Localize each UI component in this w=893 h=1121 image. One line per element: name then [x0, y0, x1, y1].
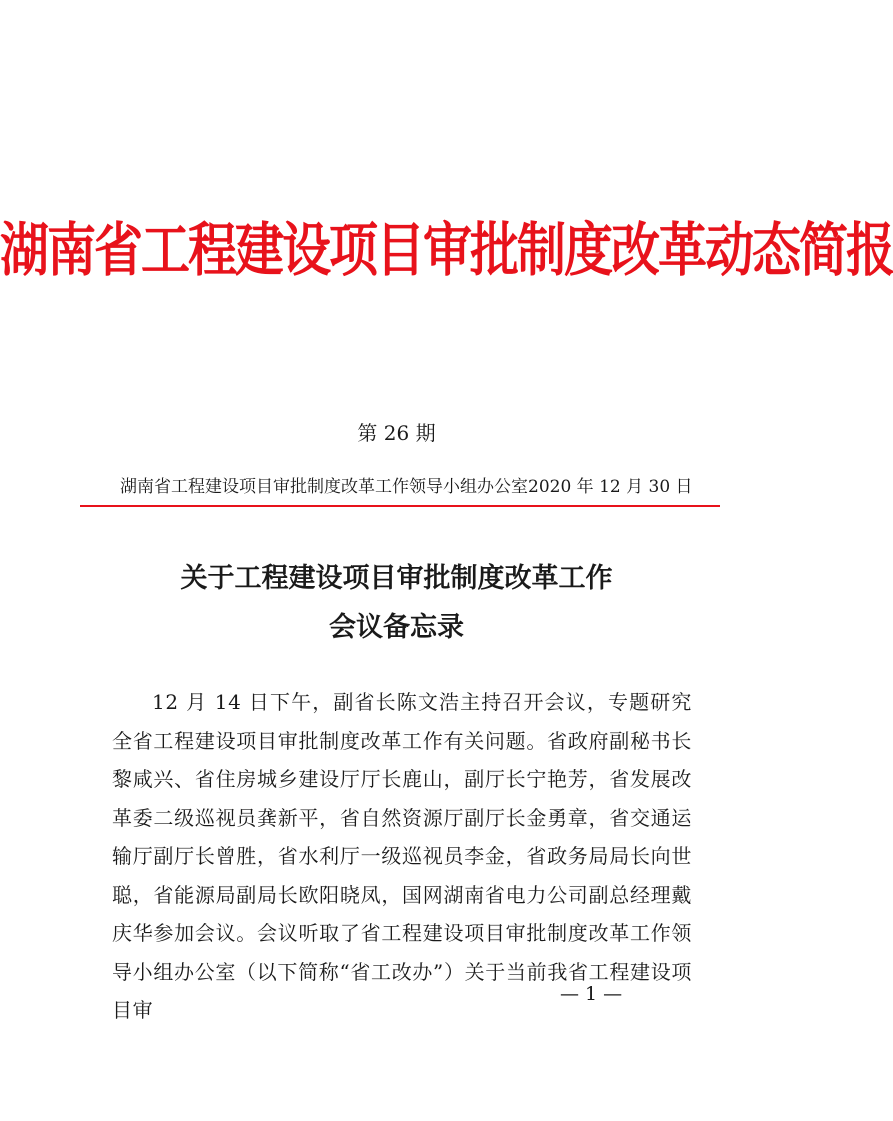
body-paragraph: 12 月 14 日下午，副省长陈文浩主持召开会议，专题研究全省工程建设项目审批制度改革工作有关问题。省政府副秘书长黎咸兴、省住房城乡建设厅厅长鹿山，副厅长宁艳芳，省发展改革委二级巡视员龚新平，省自然资源厅副厅长金勇章，省交通运输厅副厅长曾胜，省水利厅一级巡视员李金，省政务局局长向世聪，省能源局副局长欧阳晓凤，国网湖南省电力公司副总经理戴庆华参加会议。会议听取了省工程建设项目审批制度改革工作领导小组办公室（以下简称“省工改办”）关于当前我省工程建设项目审	[112, 690, 692, 1022]
red-divider	[80, 505, 720, 507]
page-number: — 1 —	[560, 983, 623, 1005]
issuing-office: 湖南省工程建设项目审批制度改革工作领导小组办公室	[120, 477, 528, 497]
issue-number: 第 26 期	[357, 421, 436, 445]
issuer-line	[120, 472, 693, 497]
document-title-line-1: 关于工程建设项目审批制度改革工作	[180, 563, 613, 594]
issue-date: 2020 年 12 月 30 日	[528, 477, 693, 497]
document-title-line-2: 会议备忘录	[329, 612, 464, 643]
bulletin-masthead: 湖南省工程建设项目审批制度改革动态简报	[0, 216, 893, 285]
